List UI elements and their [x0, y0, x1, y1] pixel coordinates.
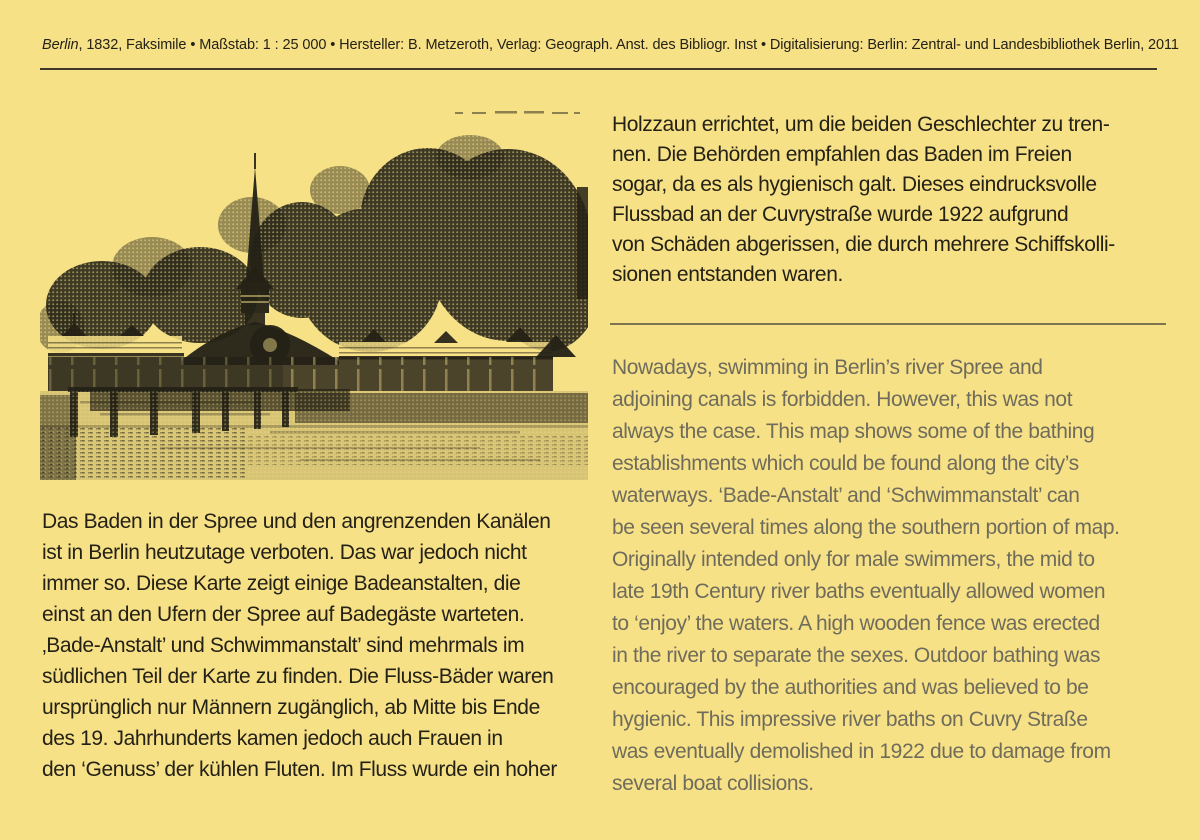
text-line: von Schäden abgerissen, die durch mehrere Schiffskolli- [612, 233, 1115, 256]
text-line: establishments which could be found along the city’s [612, 452, 1079, 475]
text-line: late 19th Century river baths eventually allowed women [612, 580, 1106, 603]
text-line: sogar, da es als hygienisch galt. Dieses eindrucksvolle [612, 173, 1097, 196]
historic-photo [40, 95, 588, 480]
text-line: encouraged by the authorities and was believed to be [612, 676, 1089, 699]
text-line: waterways. ‘Bade-Anstalt’ and ‘Schwimmanstalt’ can [612, 484, 1080, 507]
text-line: several boat collisions. [612, 772, 814, 795]
header-rule [40, 68, 1157, 70]
text-line: be seen several times along the southern portion of map. [612, 516, 1120, 539]
text-line: Das Baden in der Spree und den angrenzenden Kanälen [42, 510, 551, 533]
text-line: den ‘Genuss’ der kühlen Fluten. Im Fluss wurde ein hoher [42, 758, 557, 781]
text-line: immer so. Diese Karte zeigt einige Badeanstalten, die [42, 572, 521, 595]
text-line: einst an den Ufern der Spree auf Badegäste warteten. [42, 603, 525, 626]
german-paragraph-continued [612, 110, 1172, 290]
text-line: was eventually demolished in 1922 due to damage from [612, 740, 1111, 763]
header-metadata [42, 37, 1179, 53]
text-line: sionen entstanden waren. [612, 263, 843, 286]
river-bath-illustration [40, 95, 588, 480]
german-paragraph-left [42, 506, 602, 785]
text-line: Holzzaun errichtet, um die beiden Geschlechter zu tren- [612, 113, 1110, 136]
text-line: Originally intended only for male swimmers, the mid to [612, 548, 1095, 571]
text-line: des 19. Jahrhunderts kamen jedoch auch Frauen in [42, 727, 503, 750]
header-meta-text: , 1832, Faksimile • Maßstab: 1 : 25 000 • Hersteller: B. Metzeroth, Verlag: Geograph. Anst. des Bibliogr. Inst • Digitalisierung: Berlin: Zentral- und Landesbibliothek Berlin, 2011 [78, 37, 1179, 53]
text-line: ist in Berlin heutzutage verboten. Das war jedoch nicht [42, 541, 527, 564]
text-line: always the case. This map shows some of the bathing [612, 420, 1095, 443]
text-line: nen. Die Behörden empfahlen das Baden im Freien [612, 143, 1072, 166]
text-line: hygienic. This impressive river baths on Cuvry Straße [612, 708, 1088, 731]
text-line: ursprünglich nur Männern zugänglich, ab Mitte bis Ende [42, 696, 540, 719]
text-line: südlichen Teil der Karte zu finden. Die Fluss-Bäder waren [42, 665, 554, 688]
text-line: Nowadays, swimming in Berlin’s river Spree and [612, 356, 1043, 379]
column-divider-rule [610, 323, 1166, 325]
english-paragraph [612, 352, 1172, 800]
map-title: Berlin [42, 37, 79, 53]
text-line: in the river to separate the sexes. Outdoor bathing was [612, 644, 1101, 667]
text-line: Flussbad an der Cuvrystraße wurde 1922 aufgrund [612, 203, 1069, 226]
text-line: to ‘enjoy’ the waters. A high wooden fence was erected [612, 612, 1100, 635]
text-line: ‚Bade-Anstalt’ und Schwimmanstalt’ sind mehrmals im [42, 634, 525, 657]
text-line: adjoining canals is forbidden. However, this was not [612, 388, 1073, 411]
